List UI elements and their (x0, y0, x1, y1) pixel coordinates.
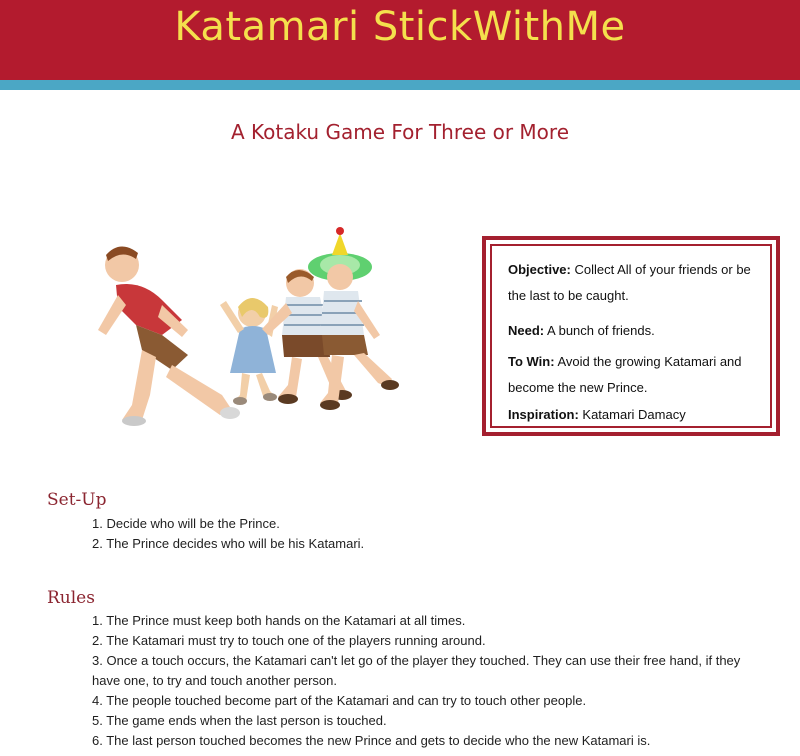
page-title: Katamari StickWithMe (174, 4, 626, 50)
setup-list (92, 514, 772, 554)
rule-item-4: 4. The people touched become part of the Katamari and can try to touch other people. (92, 693, 587, 708)
need-row (508, 321, 764, 341)
game-info-box (482, 236, 780, 436)
rules-list (92, 611, 772, 751)
rule-item-2: 2. The Katamari must try to touch one of the players running around. (92, 633, 486, 648)
setup-item-1: 1. Decide who will be the Prince. (92, 516, 280, 531)
rule-item-5: 5. The game ends when the last person is touched. (92, 713, 387, 728)
need-label: Need: (508, 323, 545, 338)
rules-heading: Rules (47, 588, 95, 608)
to-win-text: Avoid the growing Katamari and become the new Prince. (508, 354, 742, 395)
inspiration-row (508, 405, 764, 425)
objective-row (508, 257, 764, 309)
info-box-content (508, 257, 764, 433)
inspiration-text: Katamari Damacy (582, 407, 686, 422)
rule-item-1: 1. The Prince must keep both hands on the Katamari at all times. (92, 613, 466, 628)
setup-item-2: 2. The Prince decides who will be his Katamari. (92, 536, 365, 551)
rule-item-6: 6. The last person touched becomes the new Prince and gets to decide who the new Katamari is. (92, 733, 651, 748)
girl-blue-dress (220, 298, 278, 405)
objective-text: Collect All of your friends or be the last to be caught. (508, 262, 751, 303)
setup-heading: Set-Up (47, 490, 107, 510)
objective-label: Objective: (508, 262, 571, 277)
boy-red-shirt (98, 246, 240, 426)
need-text: A bunch of friends. (547, 323, 655, 338)
inspiration-label: Inspiration: (508, 407, 579, 422)
to-win-row (508, 349, 764, 401)
boy-with-katamari-crown (308, 227, 399, 410)
page-subtitle: A Kotaku Game For Three or More (230, 120, 570, 144)
accent-strip (0, 80, 800, 90)
children-illustration (92, 225, 422, 430)
rule-item-3: 3. Once a touch occurs, the Katamari can't let go of the player they touched. They can use their free hand, if they have one, to try and touch another person. (92, 653, 741, 688)
to-win-label: To Win: (508, 354, 555, 369)
